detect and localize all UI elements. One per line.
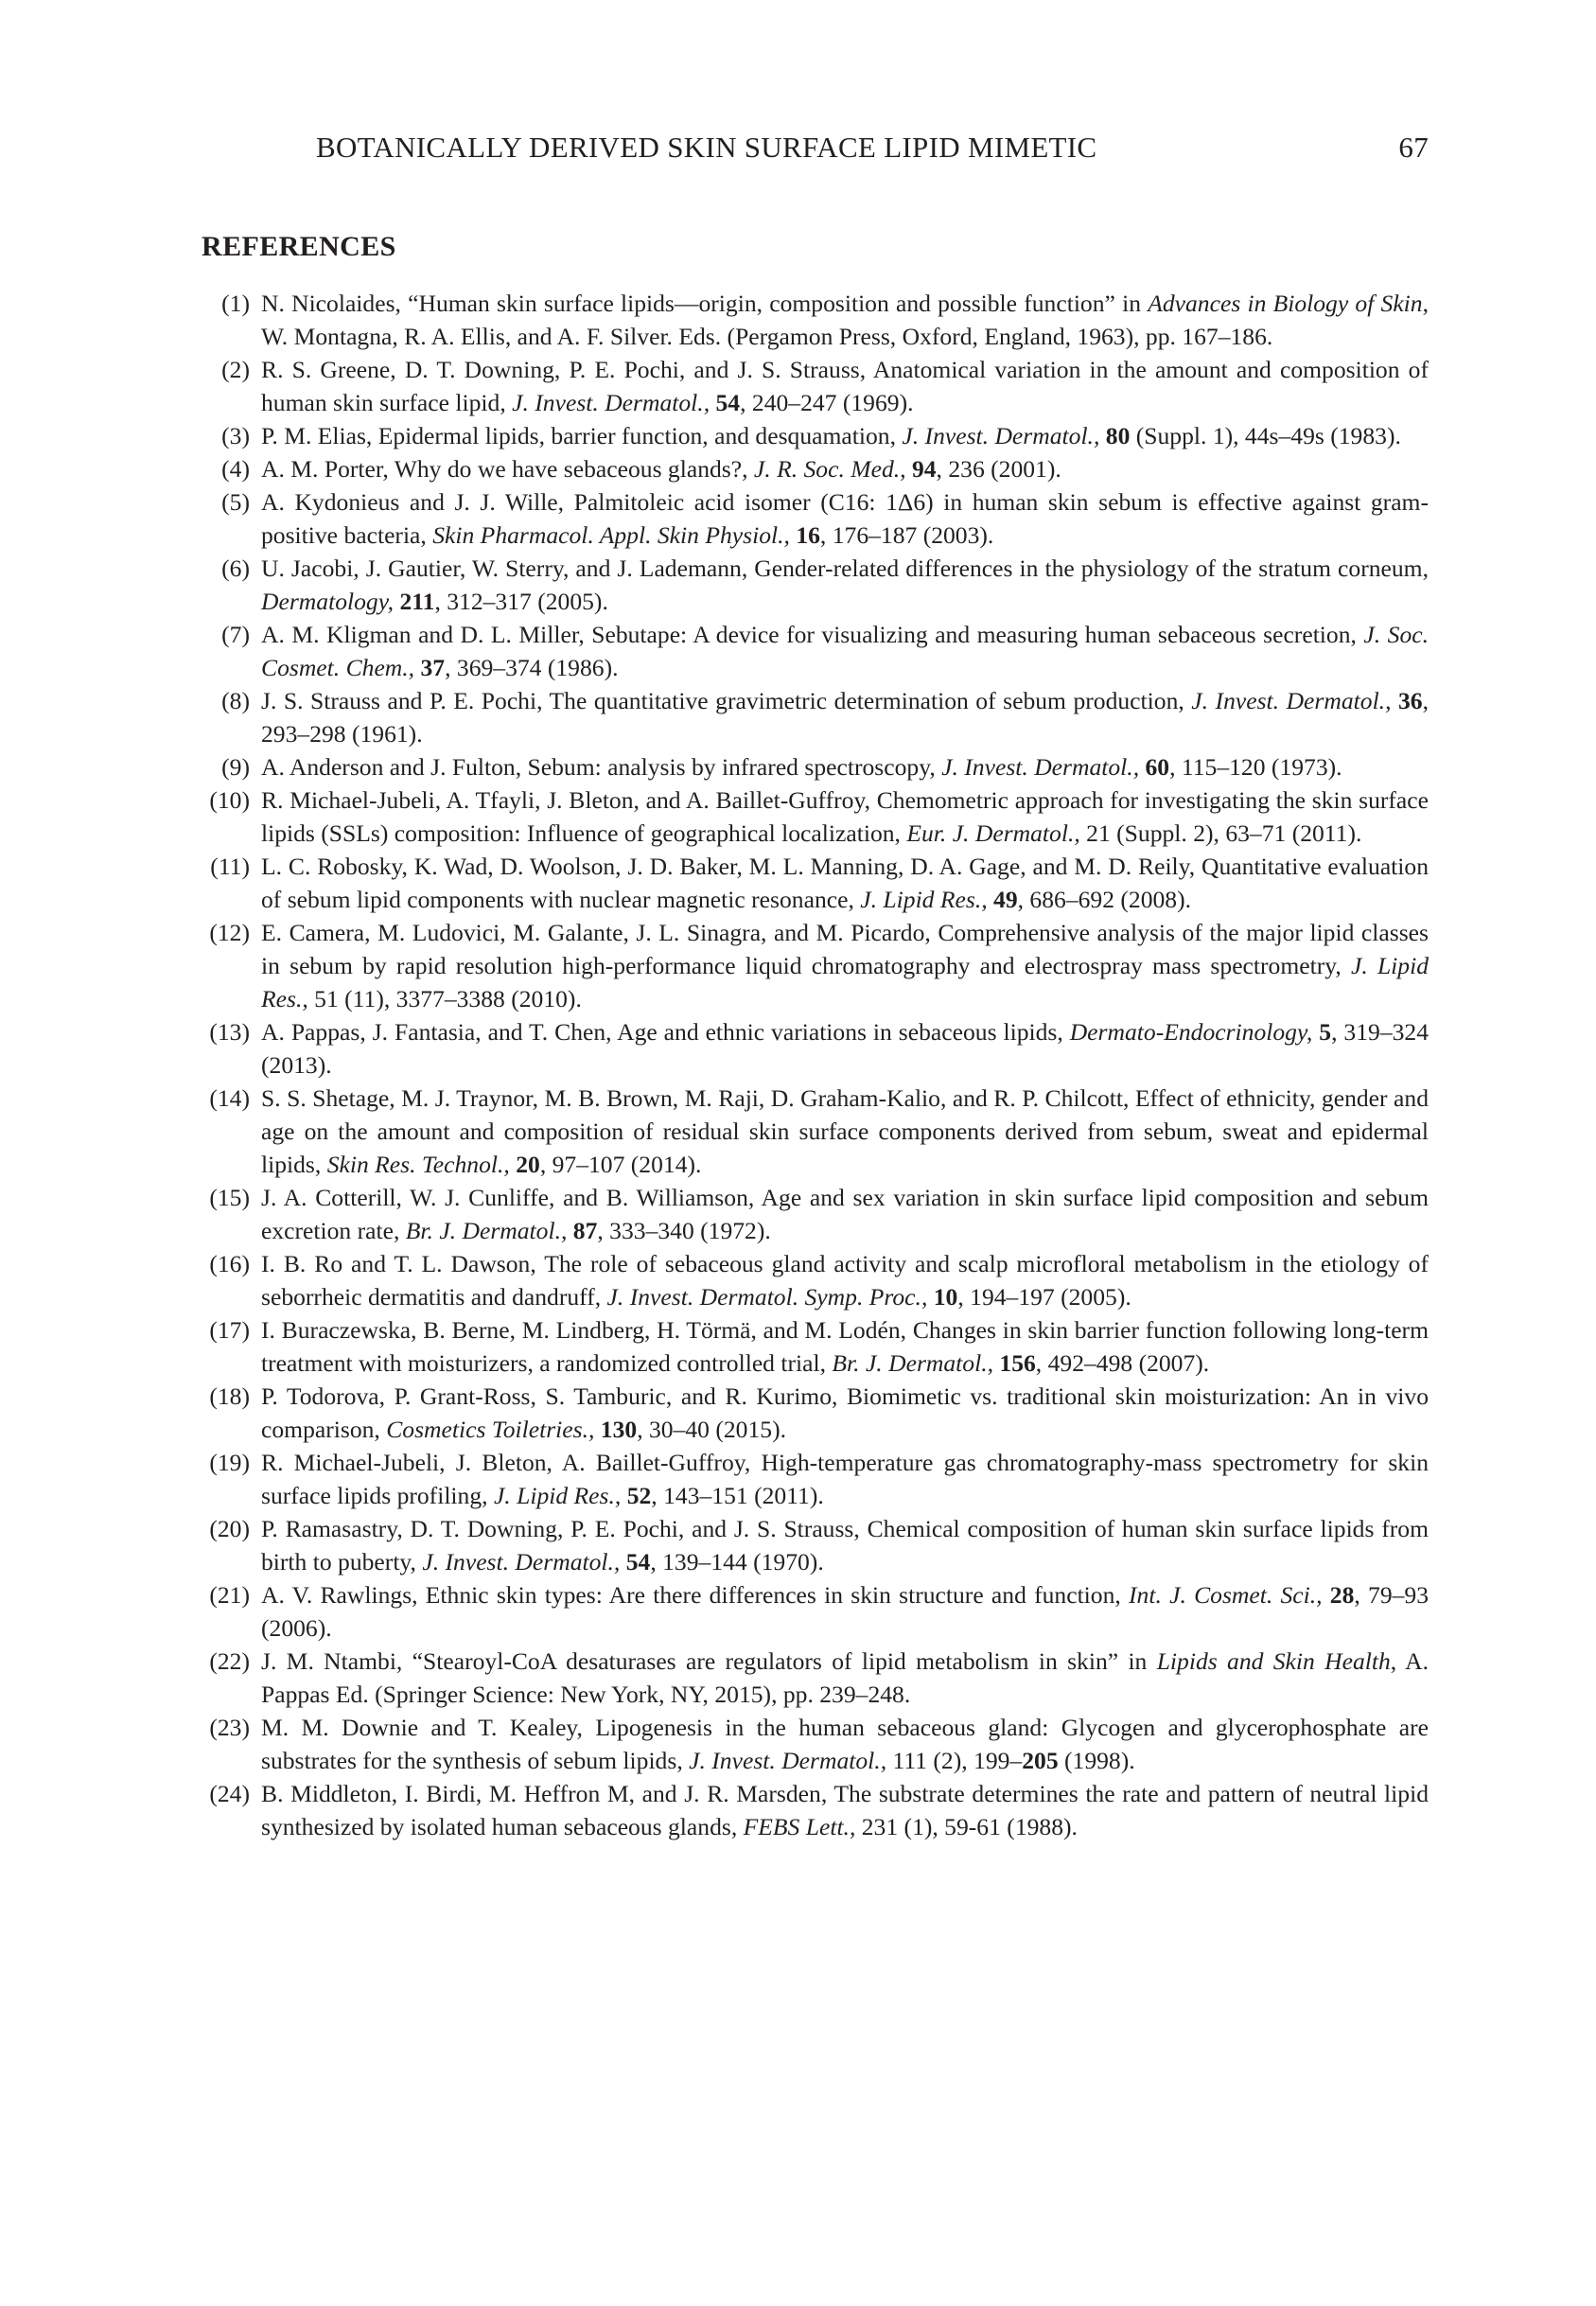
reference-number: (17) [209,1316,250,1344]
volume-number: 60 [1145,753,1170,781]
reference-segment: , A. Pappas Ed. (Springer Science: New York, NY, 2015), pp. 239–248. [261,1647,1429,1708]
reference-item [189,1711,1429,1777]
reference-segment: , 492–498 (2007). [1035,1349,1210,1377]
reference-segment: R. S. Greene, D. T. Downing, P. E. Pochi, and J. S. Strauss, Anatomical variation in the amount and composition of human skin surface lipid, [261,356,1429,416]
reference-segment: E. Camera, M. Ludovici, M. Galante, J. L. Sinagra, and M. Picardo, Comprehensive analysis of the major lipid classes in sebum by rapid resolution high-performance liquid chromatography and electrospray mass spectrometry, [261,919,1429,979]
page-number: 67 [1398,131,1429,164]
reference-segment: (1998). [1058,1747,1135,1774]
reference-item [189,750,1429,783]
volume-number: 36 [1398,687,1423,714]
reference-segment: A. Pappas, J. Fantasia, and T. Chen, Age and ethnic variations in sebaceous lipids, [261,1018,1070,1046]
reference-segment: , 293–298 (1961). [261,687,1429,748]
journal-title: Eur. J. Dermatol., [906,819,1080,847]
reference-segment: , 236 (2001). [936,455,1061,483]
reference-text [261,1382,1429,1443]
reference-number: (7) [221,621,250,648]
volume-number: 52 [626,1482,652,1509]
reference-text [261,687,1429,748]
reference-text [261,554,1429,615]
reference-text [261,1316,1429,1377]
reference-number: (22) [209,1647,250,1675]
reference-list [189,287,1429,1843]
reference-segment: 111 (2), 199– [886,1747,1023,1774]
reference-item [189,1015,1429,1082]
journal-title: Lipids and Skin Health [1156,1647,1391,1675]
reference-segment: P. Todorova, P. Grant-Ross, S. Tamburic, and R. Kurimo, Biomimetic vs. traditional skin moisturization: An in vivo comparison, [261,1382,1429,1443]
volume-number: 5 [1319,1018,1332,1046]
reference-number: (3) [221,422,250,449]
reference-item [189,1645,1429,1711]
reference-item [189,353,1429,419]
reference-segment: S. S. Shetage, M. J. Traynor, M. B. Brown, M. Raji, D. Graham-Kalio, and R. P. Chilcott, Effect of ethnicity, gender and age on the amount and composition of residual skin surface components derived from sebum, sweat and epidermal lipids, [261,1084,1429,1178]
reference-number: (13) [209,1018,250,1046]
reference-number: (1) [221,290,250,317]
section-heading: REFERENCES [202,231,396,262]
reference-segment: I. B. Ro and T. L. Dawson, The role of sebaceous gland activity and scalp microfloral metabolism in the etiology of seborrheic dermatitis and dandruff, [261,1250,1429,1311]
journal-title: Dermato-Endocrinology, [1069,1018,1313,1046]
reference-segment: , 143–151 (2011). [651,1482,824,1509]
journal-title: J. Invest. Dermatol., [941,753,1140,781]
reference-number: (10) [209,786,250,814]
reference-segment [1323,1581,1330,1609]
volume-number: 80 [1105,422,1131,449]
reference-item [189,419,1429,452]
reference-segment: A. Anderson and J. Fulton, Sebum: analysis by infrared spectroscopy, [261,753,942,781]
reference-item [189,1777,1429,1843]
reference-text [261,1018,1429,1079]
journal-title: J. Lipid Res., [261,952,1429,1012]
reference-text [261,1184,1429,1244]
journal-title: Skin Pharmacol. Appl. Skin Physiol., [432,521,790,549]
reference-segment: J. M. Ntambi, “Stearoyl-CoA desaturases are regulators of lipid metabolism in skin” in [261,1647,1157,1675]
reference-text [261,1084,1429,1178]
reference-segment: , 176–187 (2003). [819,521,994,549]
volume-number: 49 [993,886,1018,913]
reference-number: (5) [221,488,250,516]
reference-segment: J. S. Strauss and P. E. Pochi, The quantitative gravimetric determination of sebum production, [261,687,1192,714]
journal-title: J. R. Soc. Med., [753,455,906,483]
journal-title: J. Lipid Res., [493,1482,622,1509]
reference-item [189,1247,1429,1313]
reference-segment: , 139–144 (1970). [650,1548,824,1575]
journal-title: Dermatology, [261,588,395,615]
reference-segment: R. Michael-Jubeli, J. Bleton, A. Baillet-Guffroy, High-temperature gas chromatography-mass spectrometry for skin surface lipids profiling, [261,1449,1429,1509]
reference-segment: , 369–374 (1986). [445,654,619,681]
reference-number: (15) [209,1184,250,1211]
running-title: BOTANICALLY DERIVED SKIN SURFACE LIPID MIMETIC [316,131,1097,164]
journal-title: J. Invest. Dermatol., [1191,687,1392,714]
reference-text [261,853,1429,913]
journal-title: J. Soc. Cosmet. Chem., [261,621,1429,681]
reference-text [261,1581,1429,1642]
reference-number: (18) [209,1382,250,1410]
reference-segment: P. Ramasastry, D. T. Downing, P. E. Pochi, and J. S. Strauss, Chemical composition of human skin surface lipids from birth to puberty, [261,1515,1429,1575]
journal-title: Br. J. Dermatol., [405,1217,568,1244]
reference-segment: I. Buraczewska, B. Berne, M. Lindberg, H. Törmä, and M. Lodén, Changes in skin barrier function following long-term treatment with moisturizers, a randomized controlled trial, [261,1316,1429,1377]
reference-segment: U. Jacobi, J. Gautier, W. Sterry, and J. Lademann, Gender-related differences in the physiology of the stratum corneum, [261,554,1429,582]
reference-text [261,488,1429,549]
volume-number: 87 [572,1217,598,1244]
reference-item [189,1082,1429,1181]
reference-item [189,552,1429,618]
reference-segment: , W. Montagna, R. A. Ellis, and A. F. Silver. Eds. (Pergamon Press, Oxford, England, 1963), pp. 167–186. [261,290,1429,350]
journal-title: Skin Res. Technol., [326,1151,510,1178]
journal-title: J. Invest. Dermatol., [512,389,710,416]
reference-text [261,1250,1429,1311]
reference-segment: , 97–107 (2014). [539,1151,702,1178]
reference-text [261,1714,1429,1774]
reference-segment: , 194–197 (2005). [957,1283,1131,1311]
journal-title: Advances in Biology of Skin [1148,290,1423,317]
reference-segment: 51 (11), 3377–3388 (2010). [307,985,582,1012]
reference-text [261,919,1429,1012]
reference-text [261,356,1429,416]
reference-segment: A. M. Kligman and D. L. Miller, Sebutape: A device for visualizing and measuring human sebaceous secretion, [261,621,1364,648]
reference-segment: A. V. Rawlings, Ethnic skin types: Are there differences in skin structure and function, [261,1581,1130,1609]
reference-segment: , 240–247 (1969). [740,389,914,416]
reference-text [261,290,1429,350]
reference-segment [1391,687,1398,714]
reference-item [189,1446,1429,1512]
reference-item [189,850,1429,916]
journal-title: J. Invest. Dermatol., [689,1747,887,1774]
volume-number: 37 [420,654,446,681]
reference-item [189,783,1429,850]
reference-item [189,287,1429,353]
journal-title: J. Lipid Res., [860,886,988,913]
reference-number: (19) [209,1449,250,1476]
reference-text [261,422,1401,449]
reference-segment: 21 (Suppl. 2), 63–71 (2011). [1079,819,1362,847]
reference-segment: R. Michael-Jubeli, A. Tfayli, J. Bleton, and A. Baillet-Guffroy, Chemometric approach for investigating the skin surface lipids (SSLs) composition: Influence of geographical localization, [261,786,1429,847]
volume-number: 211 [399,588,435,615]
reference-number: (16) [209,1250,250,1277]
reference-item [189,684,1429,750]
volume-number: 28 [1329,1581,1355,1609]
reference-segment: , 115–120 (1973). [1169,753,1342,781]
journal-title: Cosmetics Toiletries., [386,1416,595,1443]
reference-number: (4) [221,455,250,483]
reference-number: (24) [209,1780,250,1807]
reference-text [261,1449,1429,1509]
reference-segment: M. M. Downie and T. Kealey, Lipogenesis in the human sebaceous gland: Glycogen and glycerophosphate are substrates for the synthesis of sebum lipids, [261,1714,1429,1774]
reference-text [261,1780,1429,1840]
reference-segment: 231 (1), 59-61 (1988). [855,1813,1078,1840]
reference-segment: N. Nicolaides, “Human skin surface lipids—origin, composition and possible function” in [261,290,1149,317]
volume-number: 16 [796,521,820,549]
reference-segment: , 30–40 (2015). [637,1416,786,1443]
journal-title: J. Invest. Dermatol. Symp. Proc., [606,1283,928,1311]
reference-number: (20) [209,1515,250,1542]
journal-title: Int. J. Cosmet. Sci., [1129,1581,1323,1609]
reference-number: (2) [221,356,250,383]
volume-number: 20 [516,1151,540,1178]
reference-text [261,753,1342,781]
reference-text [261,1647,1429,1708]
reference-text [261,1515,1429,1575]
reference-item [189,1313,1429,1380]
reference-segment: , 312–317 (2005). [434,588,608,615]
reference-segment: , 79–93 (2006). [261,1581,1429,1642]
reference-number: (12) [209,919,250,946]
reference-segment: L. C. Robosky, K. Wad, D. Woolson, J. D. Baker, M. L. Manning, D. A. Gage, and M. D. Reily, Quantitative evaluation of sebum lipid components with nuclear magnetic resonance, [261,853,1429,913]
reference-segment: , 333–340 (1972). [597,1217,771,1244]
reference-segment: , 319–324 (2013). [261,1018,1429,1079]
reference-item [189,485,1429,552]
journal-title: FEBS Lett., [743,1813,856,1840]
reference-number: (8) [221,687,250,714]
journal-title: Br. J. Dermatol., [832,1349,993,1377]
journal-title: J. Invest. Dermatol., [422,1548,621,1575]
reference-number: (21) [209,1581,250,1609]
reference-segment: A. Kydonieus and J. J. Wille, Palmitoleic acid isomer (C16: 1Δ6) in human skin sebum is effective against gram-positive bacteria, [261,488,1429,549]
volume-number: 205 [1022,1747,1059,1774]
volume-number: 54 [715,389,741,416]
reference-segment: P. M. Elias, Epidermal lipids, barrier function, and desquamation, [261,422,903,449]
reference-segment: B. Middleton, I. Birdi, M. Heffron M, and J. R. Marsden, The substrate determines the rate and pattern of neutral lipid synthesized by isolated human sebaceous glands, [261,1780,1429,1840]
reference-number: (23) [209,1714,250,1741]
reference-item [189,1512,1429,1578]
reference-item [189,452,1429,485]
volume-number: 10 [933,1283,958,1311]
volume-number: 156 [999,1349,1036,1377]
reference-item [189,1578,1429,1645]
reference-number: (9) [221,753,250,781]
reference-item [189,1181,1429,1247]
reference-segment: A. M. Porter, Why do we have sebaceous glands?, [261,455,754,483]
reference-segment: (Suppl. 1), 44s–49s (1983). [1130,422,1401,449]
reference-text [261,621,1429,681]
volume-number: 54 [625,1548,651,1575]
reference-item [189,1380,1429,1446]
journal-title: J. Invest. Dermatol., [902,422,1100,449]
reference-number: (14) [209,1084,250,1112]
reference-text [261,786,1429,847]
reference-number: (6) [221,554,250,582]
reference-number: (11) [210,853,250,880]
reference-segment: J. A. Cotterill, W. J. Cunliffe, and B. Williamson, Age and sex variation in skin surface lipid composition and sebum excretion rate, [261,1184,1429,1244]
volume-number: 130 [600,1416,638,1443]
reference-item [189,916,1429,1015]
reference-text [261,455,1061,483]
reference-segment: , 686–692 (2008). [1017,886,1192,913]
volume-number: 94 [911,455,937,483]
reference-item [189,618,1429,684]
